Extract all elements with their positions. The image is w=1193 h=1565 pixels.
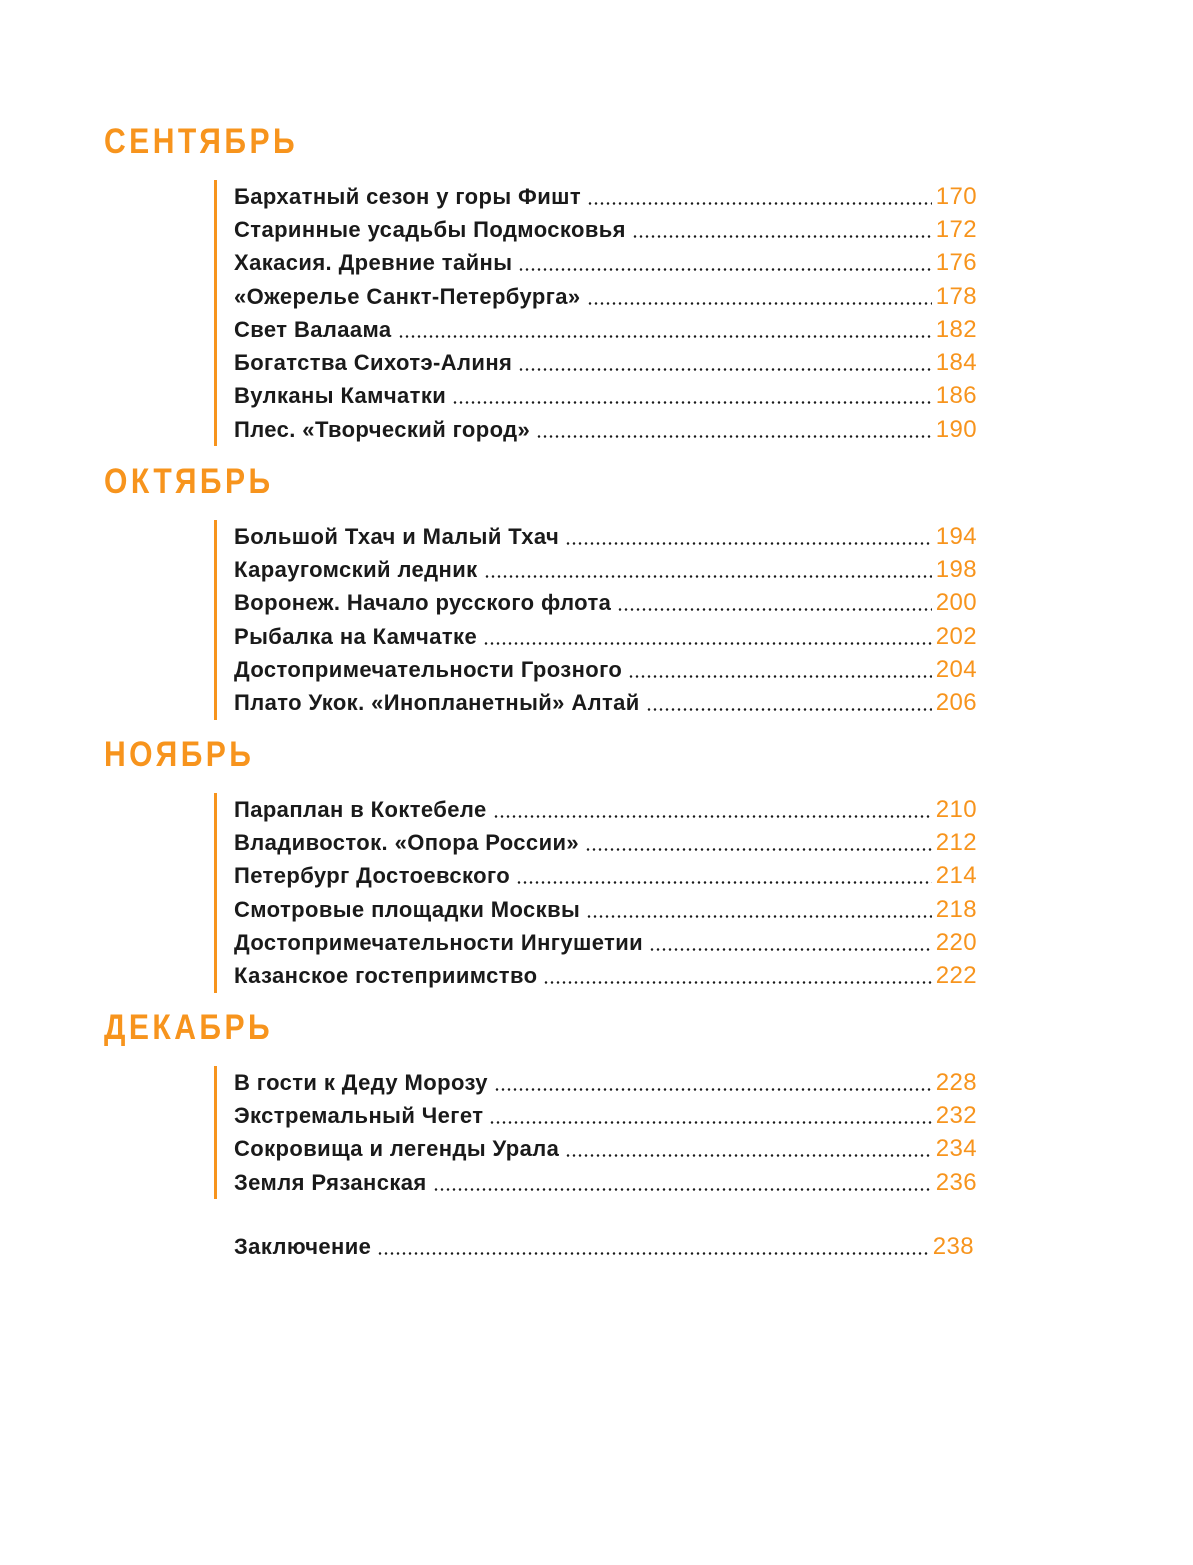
entry-label: Бархатный сезон у горы Фишт: [234, 183, 582, 209]
entry-page-number: 182: [935, 315, 977, 343]
entry-page-number: 214: [935, 862, 977, 890]
section-title: НОЯБРЬ: [104, 735, 255, 774]
toc-entry[interactable]: [217, 826, 977, 859]
entry-page-number: 238: [932, 1232, 974, 1260]
dot-leader: [483, 626, 932, 648]
toc-entry[interactable]: [217, 380, 977, 413]
dot-leader: [565, 526, 932, 548]
entry-page-number: 210: [935, 795, 977, 823]
entry-page-number: 184: [935, 349, 977, 377]
entry-page-number: 222: [935, 962, 977, 990]
entry-page-number: 206: [935, 689, 977, 717]
entry-label: «Ожерелье Санкт-Петербурга»: [234, 283, 581, 309]
entry-label: Земля Рязанская: [234, 1169, 427, 1195]
section-title: ОКТЯБРЬ: [104, 462, 274, 501]
dot-leader: [494, 1072, 932, 1094]
toc-entry[interactable]: [217, 959, 977, 992]
entry-label: Заключение: [234, 1233, 372, 1259]
entry-page-number: 178: [935, 282, 977, 310]
dot-leader: [649, 932, 932, 954]
toc-entry[interactable]: [217, 553, 977, 586]
toc-entry[interactable]: [217, 213, 977, 246]
entry-page-number: 218: [935, 895, 977, 923]
toc-entry[interactable]: [217, 893, 977, 926]
toc-entry[interactable]: [217, 1133, 977, 1166]
toc-entry[interactable]: [217, 180, 977, 213]
entry-label: Петербург Достоевского: [234, 863, 511, 889]
entry-page-number: 172: [935, 215, 977, 243]
toc-entry[interactable]: [217, 620, 977, 653]
toc-conclusion: [214, 1230, 974, 1263]
entry-label: Плато Укок. «Инопланетный» Алтай: [234, 690, 640, 716]
toc-entry-conclusion[interactable]: [214, 1230, 974, 1263]
entry-page-number: 194: [935, 522, 977, 550]
dot-leader: [489, 1105, 931, 1127]
entry-label: Богатства Сихотэ-Алиня: [234, 350, 513, 376]
dot-leader: [484, 559, 932, 581]
toc-entry[interactable]: [217, 1066, 977, 1099]
entry-label: В гости к Деду Морозу: [234, 1069, 488, 1095]
toc-entry[interactable]: [217, 280, 977, 313]
entry-label: Владивосток. «Опора России»: [234, 829, 580, 855]
dot-leader: [587, 286, 932, 308]
dot-leader: [585, 832, 932, 854]
entry-label: Сокровища и легенды Урала: [234, 1136, 560, 1162]
dot-leader: [452, 385, 932, 407]
toc-entry[interactable]: [217, 313, 977, 346]
toc-entry[interactable]: [217, 247, 977, 280]
dot-leader: [628, 659, 931, 681]
entry-page-number: 236: [935, 1168, 977, 1196]
entry-list: [214, 1066, 977, 1199]
entry-page-number: 190: [935, 415, 977, 443]
dot-leader: [518, 352, 931, 374]
toc-entry[interactable]: [217, 520, 977, 553]
entry-label: Достопримечательности Грозного: [234, 656, 623, 682]
dot-leader: [398, 319, 932, 341]
toc-entry[interactable]: [217, 793, 977, 826]
toc-entry[interactable]: [217, 587, 977, 620]
toc-entry[interactable]: [217, 1166, 977, 1199]
entry-page-number: 176: [935, 249, 977, 277]
entry-list: [214, 520, 977, 720]
entry-label: Казанское гостеприимство: [234, 963, 538, 989]
toc-entry[interactable]: [217, 1099, 977, 1132]
entry-label: Хакасия. Древние тайны: [234, 250, 513, 276]
dot-leader: [493, 799, 932, 821]
entry-page-number: 170: [935, 182, 977, 210]
entry-label: Смотровые площадки Москвы: [234, 896, 581, 922]
toc-entry[interactable]: [217, 686, 977, 719]
entry-page-number: 220: [935, 928, 977, 956]
toc-entry[interactable]: [217, 653, 977, 686]
entry-label: Караугомский ледник: [234, 556, 478, 582]
toc-entry[interactable]: [217, 346, 977, 379]
dot-leader: [518, 252, 931, 274]
dot-leader: [617, 592, 931, 614]
dot-leader: [433, 1172, 932, 1194]
entry-page-number: 186: [935, 382, 977, 410]
toc-entry[interactable]: [217, 413, 977, 446]
dot-leader: [536, 419, 932, 441]
entry-label: Вулканы Камчатки: [234, 383, 447, 409]
dot-leader: [516, 865, 932, 887]
dot-leader: [565, 1138, 931, 1160]
entry-page-number: 234: [935, 1135, 977, 1163]
entry-page-number: 228: [935, 1068, 977, 1096]
entry-label: Старинные усадьбы Подмосковья: [234, 216, 626, 242]
entry-page-number: 202: [935, 622, 977, 650]
toc-entry[interactable]: [217, 860, 977, 893]
entry-label: Достопримечательности Ингушетии: [234, 929, 644, 955]
section-title: СЕНТЯБРЬ: [104, 122, 299, 161]
entry-list: [214, 180, 977, 446]
dot-leader: [543, 965, 931, 987]
dot-leader: [587, 186, 932, 208]
entry-label: Экстремальный Чегет: [234, 1102, 484, 1128]
entry-page-number: 212: [935, 828, 977, 856]
entry-page-number: 232: [935, 1101, 977, 1129]
dot-leader: [586, 899, 932, 921]
entry-label: Свет Валаама: [234, 316, 392, 342]
dot-leader: [632, 219, 932, 241]
entry-page-number: 198: [935, 555, 977, 583]
dot-leader: [377, 1236, 928, 1258]
entry-label: Большой Тхач и Малый Тхач: [234, 523, 560, 549]
entry-label: Параплан в Коктебеле: [234, 796, 487, 822]
entry-label: Плес. «Творческий город»: [234, 416, 531, 442]
section-title: ДЕКАБРЬ: [104, 1008, 274, 1047]
entry-label: Воронеж. Начало русского флота: [234, 590, 612, 616]
entry-page-number: 204: [935, 655, 977, 683]
dot-leader: [646, 692, 932, 714]
entry-page-number: 200: [935, 589, 977, 617]
entry-list: [214, 793, 977, 993]
toc-entry[interactable]: [217, 926, 977, 959]
entry-label: Рыбалка на Камчатке: [234, 623, 478, 649]
